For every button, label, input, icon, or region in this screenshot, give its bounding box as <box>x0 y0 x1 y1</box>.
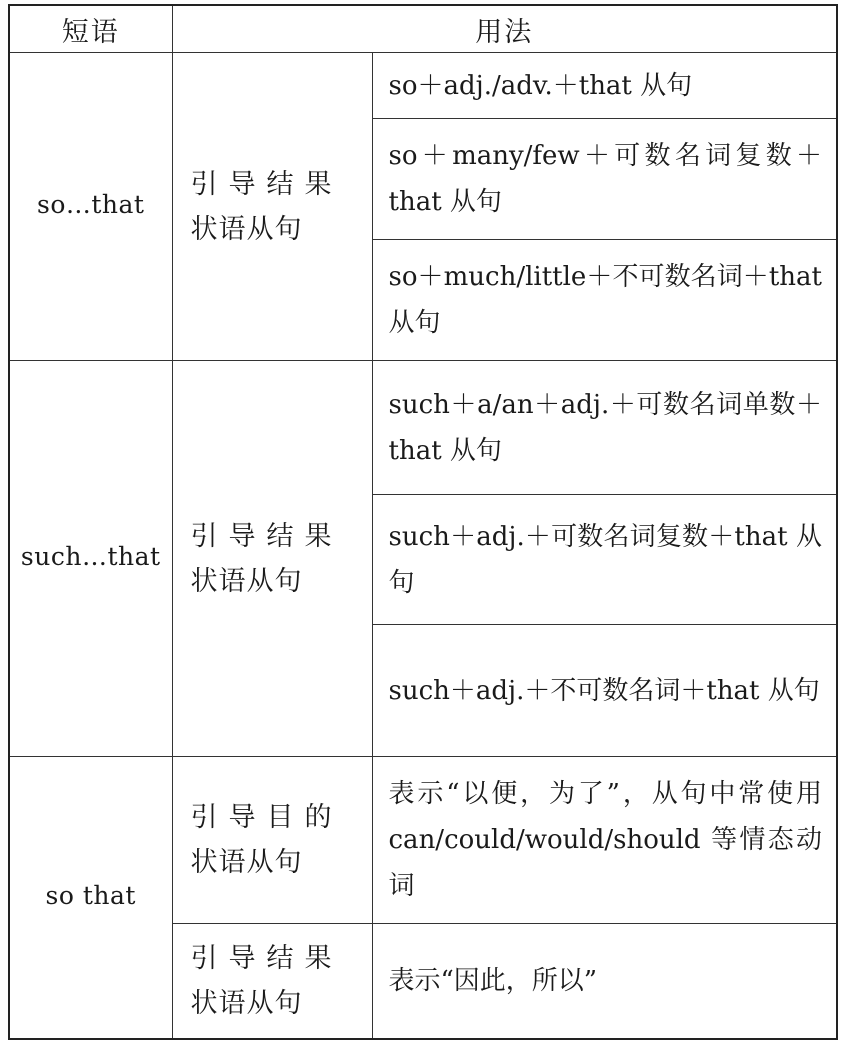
function-label: 状语从句 <box>190 847 303 878</box>
function-label: 状语从句 <box>190 565 303 597</box>
phrase-cell: such…that <box>9 361 172 757</box>
table-row <box>9 361 837 495</box>
grammar-table <box>8 4 838 1040</box>
function-label: 引导结果 <box>190 168 343 200</box>
usage-cell: such＋adj.＋不可数名词＋that 从句 <box>372 625 837 757</box>
usage-cell: such＋adj.＋可数名词复数＋that 从句 <box>372 495 837 625</box>
header-row <box>9 5 837 53</box>
function-label: 状语从句 <box>190 213 303 245</box>
phrase-cell: so that <box>9 757 172 1039</box>
table-row <box>9 757 837 924</box>
usage-cell: so＋adj./adv.＋that 从句 <box>372 53 837 119</box>
function-label: 引导结果 <box>190 520 343 552</box>
usage-cell: so＋much/little＋不可数名词＋that 从句 <box>372 240 837 361</box>
function-label: 引导目的 <box>190 802 343 833</box>
function-label: 引导结果 <box>190 942 343 974</box>
usage-cell: 表示“以便，为了”，从句中常使用 can/could/would/should 等情态动词 <box>372 757 837 924</box>
usage-cell: 表示“因此，所以” <box>372 924 837 1039</box>
function-cell <box>172 757 372 924</box>
header-usage: 用法 <box>172 5 837 53</box>
table-row <box>9 53 837 119</box>
usage-cell: such＋a/an＋adj.＋可数名词单数＋that 从句 <box>372 361 837 495</box>
function-cell <box>172 53 372 361</box>
phrase-cell: so…that <box>9 53 172 361</box>
usage-cell: so＋many/few＋可数名词复数＋that 从句 <box>372 119 837 240</box>
header-phrase: 短语 <box>9 5 172 53</box>
function-cell <box>172 361 372 757</box>
function-label: 状语从句 <box>190 987 303 1019</box>
function-cell <box>172 924 372 1039</box>
